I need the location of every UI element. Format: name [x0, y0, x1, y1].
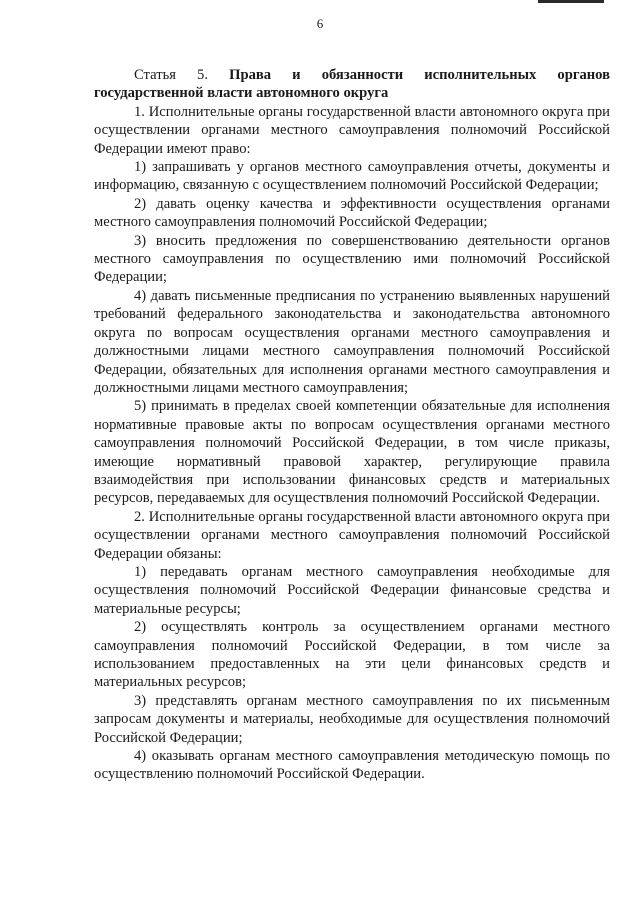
- paragraph-1-intro: 1. Исполнительные органы государственной власти автономного округа при осуществлении органами местного самоуправления полномочий Российской Федерации имеют право:: [94, 103, 610, 157]
- article-heading: [94, 66, 610, 103]
- paragraph-2-intro: 2. Исполнительные органы государственной власти автономного округа при осуществлении органами местного самоуправления полномочий Российской Федерации обязаны:: [94, 508, 610, 562]
- paragraph-2-item-2: 2) осуществлять контроль за осуществлением органами местного самоуправления полномочий Российской Федерации, в том числе за использованием предоставленных на эти цели финансовых средств и материальных ресурсов;: [94, 619, 610, 691]
- article-label: Статья 5.: [134, 67, 208, 83]
- paragraph-1-item-4: 4) давать письменные предписания по устранению выявленных нарушений требований федерального законодательства и законодательства автономного округа по вопросам осуществления органами местного самоуправления и должностными лицами местного самоуправления полномочий Российской Федерации, обязательных для исполнения органами местного самоуправления и должностными лицами местного самоуправления;: [94, 287, 610, 396]
- page-number: 6: [316, 16, 324, 31]
- paragraph-1-item-3: 3) вносить предложения по совершенствованию деятельности органов местного самоуправления по осуществлению ими полномочий Российской Федерации;: [94, 232, 610, 286]
- article-title: Права и обязанности исполнительных органов государственной власти автономного округа: [94, 67, 610, 102]
- paragraph-2-item-3: 3) представлять органам местного самоуправления по их письменным запросам документы и материалы, необходимые для осуществления полномочий Российской Федерации;: [94, 692, 610, 746]
- document-body: [94, 66, 610, 784]
- paragraph-1-item-2: 2) давать оценку качества и эффективности осуществления органами местного самоуправления полномочий Российской Федерации;: [94, 195, 610, 231]
- paragraph-1-item-1: 1) запрашивать у органов местного самоуправления отчеты, документы и информацию, связанную с осуществлением полномочий Российской Федерации;: [94, 159, 610, 194]
- paragraph-2-item-4: 4) оказывать органам местного самоуправления методическую помощь по осуществлению полномочий Российской Федерации.: [94, 748, 610, 783]
- paragraph-2-item-1: 1) передавать органам местного самоуправления необходимые для осуществления полномочий Российской Федерации финансовые средства и материальные ресурсы;: [94, 563, 610, 617]
- paragraph-1-item-5: 5) принимать в пределах своей компетенции обязательные для исполнения нормативные правовые акты по вопросам осуществления органами местного самоуправления полномочий Российской Федерации, в том числе приказы, имеющие нормативный правовой характер, регулирующие правила взаимодействия при использовании финансовых средств и материальных ресурсов, передаваемых для осуществления полномочий Российской Федерации.: [94, 398, 610, 507]
- scan-edge-mark: [538, 0, 604, 3]
